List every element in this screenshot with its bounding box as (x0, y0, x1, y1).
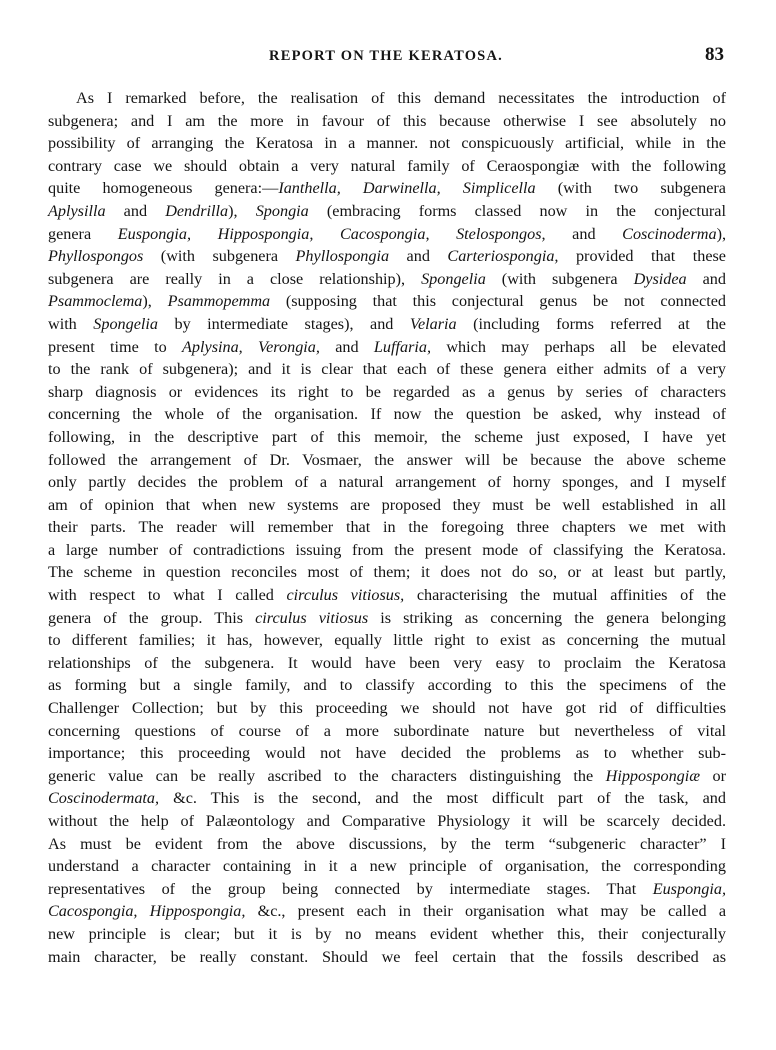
text-run: is striking as concerning the genera belonging (368, 608, 726, 627)
text-line (48, 855, 726, 878)
text-line (48, 313, 726, 336)
italic-taxon: Dendrilla (165, 201, 229, 220)
text-run: &c., present each in their organisation what may be called a (245, 902, 727, 921)
text-line (48, 878, 726, 901)
text-line (48, 539, 726, 562)
text-run: provided that these (558, 247, 726, 266)
text-run: Challenger Collection; but by this proceeding we should not have got rid of difficulties (48, 699, 726, 718)
running-head (48, 44, 724, 70)
text-run: ), (228, 201, 256, 220)
italic-taxon: Ianthella, Darwinella, Simplicella (278, 179, 536, 198)
text-line (48, 697, 726, 720)
text-run: (with subgenera (485, 269, 634, 288)
text-line (48, 629, 726, 652)
text-run: The scheme in question reconciles most of them; it does not do so, or at least but partly, (48, 563, 726, 582)
italic-taxon: Coscinodermata, (48, 789, 160, 808)
text-line (48, 177, 726, 200)
text-line (48, 426, 726, 449)
italic-taxon: circulus vitiosus, (286, 586, 405, 605)
italic-taxon: Hippospongiæ (605, 766, 701, 785)
text-line (48, 946, 726, 969)
text-run: which may perhaps all be elevated (431, 337, 727, 356)
text-run: representatives of the group being connected by intermediate stages. That (48, 879, 653, 898)
text-line (48, 403, 726, 426)
text-run: only partly decides the problem of a natural arrangement of horny sponges, and I myself (48, 473, 726, 492)
text-run: and (545, 224, 623, 243)
text-run: genera of the group. This (48, 608, 256, 627)
running-title: REPORT ON THE KERATOSA. (269, 48, 503, 64)
text-line (48, 471, 726, 494)
italic-taxon: Euspongia, Hippospongia, Cacospongia, Stelospongos, (117, 224, 546, 243)
text-run: quite homogeneous genera:— (48, 179, 279, 198)
text-run: concerning the whole of the organisation. If now the question be asked, why instead of (48, 405, 726, 424)
text-run: possibility of arranging the Keratosa in a manner. not conspicuously artificial, while in the (48, 134, 726, 153)
italic-taxon: Phyllospongia (295, 247, 390, 266)
italic-taxon: Velaria (409, 314, 457, 333)
italic-taxon: Psammopemma (167, 292, 271, 311)
italic-taxon: Cacospongia, Hippospongia, (48, 902, 246, 921)
text-line (48, 494, 726, 517)
text-line (48, 810, 726, 833)
text-run: followed the arrangement of Dr. Vosmaer, the answer will be because the above scheme (48, 450, 726, 469)
text-run: and (686, 269, 726, 288)
italic-taxon: Carteriospongia, (447, 247, 559, 266)
text-run: &c. This is the second, and the most difficult part of the task, and (159, 789, 726, 808)
text-run: As must be evident from the above discussions, by the term “subgeneric character” I (48, 834, 726, 853)
text-line (48, 923, 726, 946)
text-run: as forming but a single family, and to classify according to this the specimens of the (48, 676, 726, 695)
text-run: main character, be really constant. Should we feel certain that the fossils described as (48, 947, 726, 966)
text-line (48, 900, 726, 923)
text-run: ), (716, 224, 727, 243)
text-line (48, 652, 726, 675)
text-run: ), (142, 292, 168, 311)
italic-taxon: Luffaria, (373, 337, 432, 356)
text-line (48, 742, 726, 765)
text-run: new principle is clear; but it is by no means evident whether this, their conjecturally (48, 924, 726, 943)
text-run: and (389, 247, 448, 266)
italic-taxon: Phyllospongos (48, 247, 144, 266)
text-run: to different families; it has, however, equally little right to exist as concerning the mutual (48, 631, 726, 650)
text-run: present time to (48, 337, 183, 356)
italic-taxon: circulus vitiosus (255, 608, 369, 627)
text-line (48, 607, 726, 630)
italic-taxon: Dysidea (633, 269, 687, 288)
text-run: and (105, 201, 166, 220)
text-run: subgenera are really in a close relationship), (48, 269, 422, 288)
text-line (48, 87, 726, 110)
text-run: (supposing that this conjectural genus be not connected (270, 292, 726, 311)
text-line (48, 110, 726, 133)
text-run: (including forms referred at the (456, 314, 726, 333)
text-run: sharp diagnosis or evidences its right to be regarded as a genus by series of characters (48, 382, 726, 401)
italic-taxon: Spongelia (93, 314, 159, 333)
page-number: 83 (705, 44, 724, 65)
text-line (48, 358, 726, 381)
text-run: generic value can be really ascribed to the characters distinguishing the (48, 766, 606, 785)
italic-taxon: Aplysilla (48, 201, 106, 220)
text-run: relationships of the subgenera. It would have been very easy to proclaim the Keratosa (48, 653, 726, 672)
text-run: with respect to what I called (48, 586, 287, 605)
text-line (48, 833, 726, 856)
text-run: am of opinion that when new systems are proposed they must be well established in all (48, 495, 726, 514)
text-run: or (700, 766, 727, 785)
text-run: a large number of contradictions issuing from the present mode of classifying the Keratosa. (48, 540, 726, 559)
italic-taxon: Spongia (255, 201, 309, 220)
text-line (48, 674, 726, 697)
text-run: and (319, 337, 374, 356)
text-line (48, 584, 726, 607)
text-line (48, 336, 726, 359)
text-run: contrary case we should obtain a very natural family of Ceraospongiæ with the following (48, 156, 726, 175)
text-run: (with two subgenera (535, 179, 726, 198)
text-line (48, 200, 726, 223)
text-run: concerning questions of course of a more subordinate nature but nevertheless of vital (48, 721, 726, 740)
text-run: without the help of Palæontology and Comparative Physiology it will be scarcely decided. (48, 812, 726, 830)
text-run: genera (48, 224, 118, 243)
text-run: characterising the mutual affinities of the (404, 586, 727, 605)
text-run: to the rank of subgenera); and it is clear that each of these genera either admits of a very (48, 360, 726, 379)
italic-taxon: Spongelia (421, 269, 486, 288)
body-paragraph (48, 87, 726, 968)
text-run: As I remarked before, the realisation of this demand necessitates the introduction of (76, 89, 726, 107)
text-line (48, 268, 726, 291)
text-line (48, 765, 726, 788)
text-line (48, 561, 726, 584)
text-line (48, 223, 726, 246)
italic-taxon: Aplysina, Verongia, (182, 337, 320, 356)
text-line (48, 381, 726, 404)
italic-taxon: Euspongia, (652, 879, 726, 898)
text-run: (with subgenera (143, 247, 296, 266)
italic-taxon: Psammoclema (48, 292, 143, 311)
text-run: understand a character containing in it a new principle of organisation, the corresponding (48, 857, 726, 876)
text-line (48, 720, 726, 743)
text-run: importance; this proceeding would not have decided the problems as to whether sub- (48, 744, 726, 763)
text-run: their parts. The reader will remember that in the foregoing three chapters we met with (48, 518, 726, 537)
text-run: subgenera; and I am the more in favour of this because otherwise I see absolutely no (48, 111, 726, 130)
text-line (48, 245, 726, 268)
text-run: by intermediate stages), and (158, 314, 410, 333)
text-line (48, 516, 726, 539)
text-line (48, 787, 726, 810)
text-run: following, in the descriptive part of this memoir, the scheme just exposed, I have yet (48, 427, 726, 446)
text-line (48, 132, 726, 155)
text-run: (embracing forms classed now in the conjectural (308, 201, 726, 220)
text-line (48, 155, 726, 178)
text-run: with (48, 314, 94, 333)
text-line (48, 449, 726, 472)
italic-taxon: Coscinoderma (622, 224, 717, 243)
text-line (48, 290, 726, 313)
